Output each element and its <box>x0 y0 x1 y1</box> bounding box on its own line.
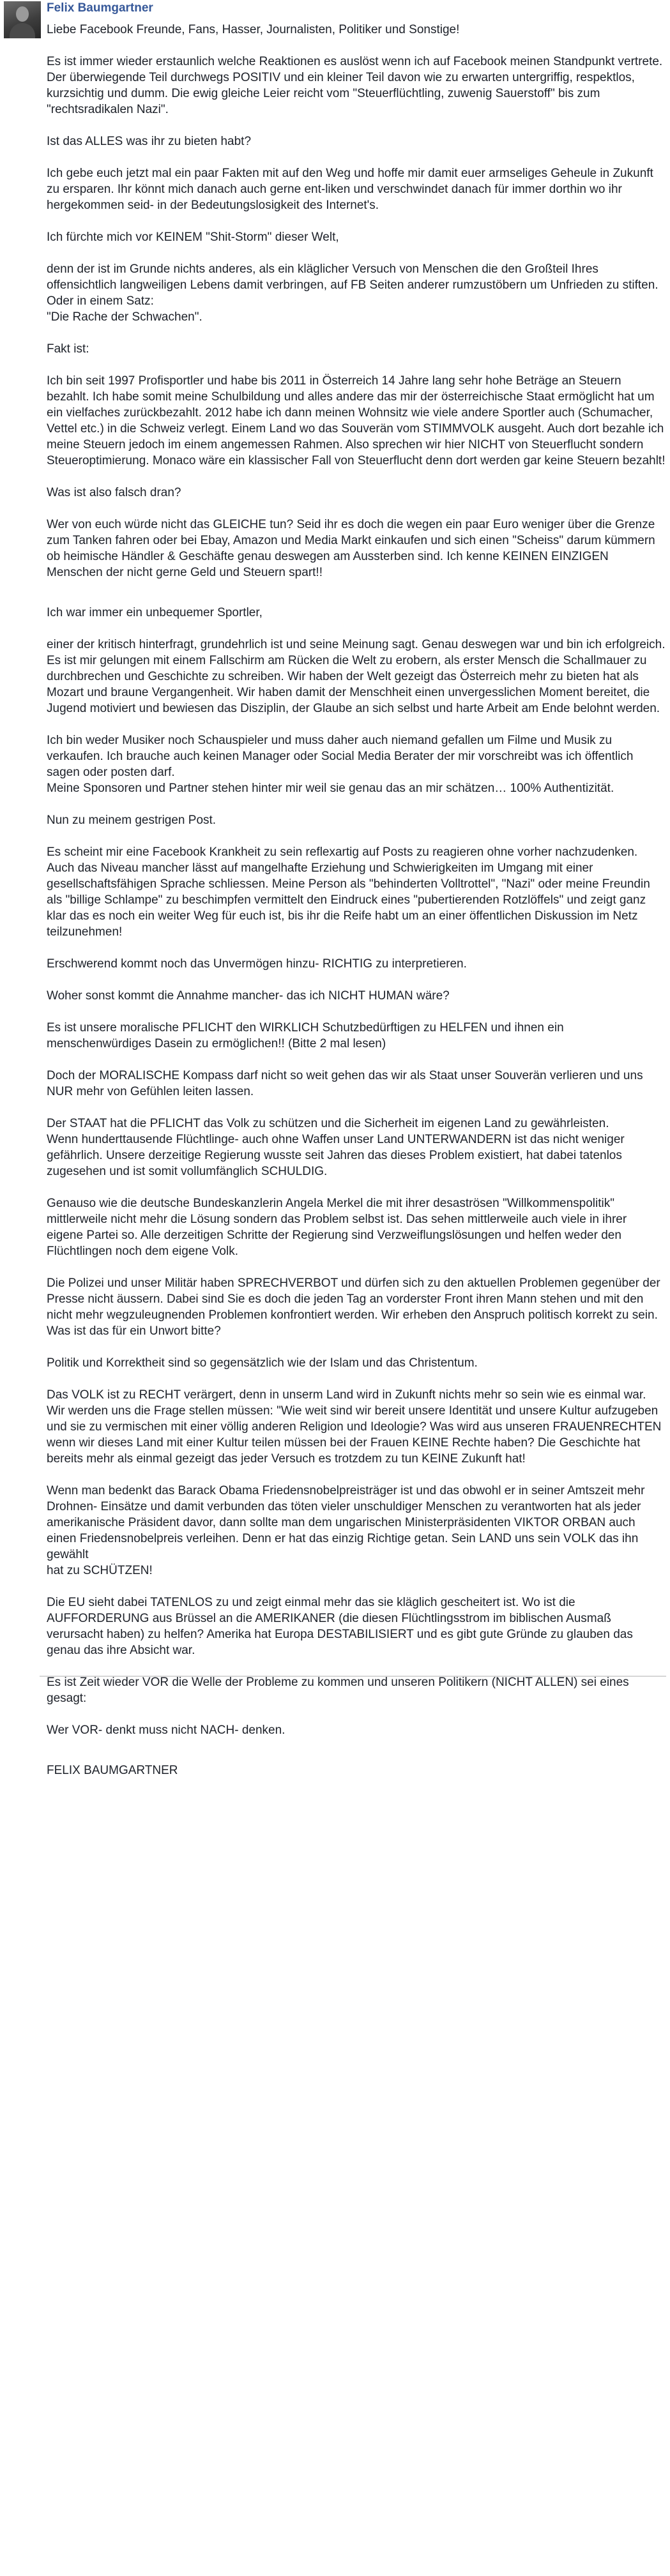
paragraph-success: einer der kritisch hinterfragt, grundehrlich ist und seine Meinung sagt. Genau deswegen war und bin ich erfolgreich. Es ist mir gelungen mit einem Fallschirm am Rücken die Welt zu erobern, als erster Mensch die Schallmauer zu durchbrechen und Geschichte zu schreiben. Wir haben der Welt gezeigt das Österreich mehr zu bieten hat als Mozart und braune Vergangenheit. Wir haben damit der Menschheit einen unvergesslichen Moment bereitet, die Jugend motiviert und bewiesen das Disziplin, der Glaube an sich selbst und harte Arbeit am Ende belohnt werden. <box>47 638 669 715</box>
paragraph-time: Es ist Zeit wieder VOR die Welle der Probleme zu kommen und unseren Politikern (NICHT ALLEN) sei eines gesagt: <box>47 1676 632 1705</box>
paragraph-fakt-label: Fakt ist: <box>47 342 89 356</box>
paragraph-not-human: Woher sonst kommt die Annahme mancher- das ich NICHT HUMAN wäre? <box>47 989 450 1003</box>
paragraph-interpret: Erschwerend kommt noch das Unvermögen hinzu- RICHTIG zu interpretieren. <box>47 957 467 971</box>
paragraph-people-angry: Das VOLK ist zu RECHT verärgert, denn in unserm Land wird in Zukunft nichts mehr so sein wie es einmal war. Wir werden uns die Frage stellen müssen: "Wie weit sind wir bereit unsere Identität und unsere Kultur aufzugeben und sie zu vermischen mit einer völlig anderen Religion und Ideologie? Was wird aus unseren FRAUENRECHTEN wenn wir dieses Land mit einer Kultur teilen müssen bei der Frauen KEINE Rechte haben? Die Geschichte hat bereits mehr als einmal gezeigt das jeder Versuch es trotzdem zu tun KEINE Zukunft hat! <box>47 1388 665 1466</box>
paragraph-moral-duty: Es ist unsere moralische PFLICHT den WIRKLICH Schutzbedürftigen zu HELFEN und ihnen ein menschenwürdiges Dasein zu ermöglichen!! (Bitte 2 mal lesen) <box>47 1021 567 1050</box>
post-body <box>47 22 669 1778</box>
paragraph-state-duty: Der STAAT hat die PFLICHT das Volk zu schützen und die Sicherheit im eigenen Land zu gewährleisten. Wenn hunderttausende Flüchtlinge- auch ohne Waffen unser Land UNTERWANDERN ist das nicht weniger gefährlich. Unsere derzeitige Regierung wusste seit Jahren das dieses Problem existiert, hat dabei tatenlos zugesehen und ist somit vollumfänglich SCHULDIG. <box>47 1117 625 1178</box>
signature: FELIX BAUMGARTNER <box>47 1764 178 1777</box>
paragraph-facebook-disease: Es scheint mir eine Facebook Krankheit zu sein reflexartig auf Posts zu reagieren ohne vorher nachzudenken. Auch das Niveau mancher lässt auf mangelhafte Erziehung und Schwierigkeiten im Umgang mit einer gesellschaftsfähigen Sprache schliessen. Meine Person als "behinderten Volltrottel", "Nazi" oder meine Freundin als "billige Schlampe" zu beschimpfen vermittelt den Eindruck eines "pubertierenden Rotzlöffels" und zeigt ganz klar das es noch ein weiter Weg für euch ist, bis ihr die Reife habt um an einer öffentlichen Diskussion im Netz teilzunehmen! <box>47 845 654 939</box>
avatar-head <box>16 6 29 22</box>
paragraph-police: Die Polizei und unser Militär haben SPRECHVERBOT und dürfen sich zu den aktuellen Problemen gegenüber der Presse nicht äussern. Dabei sind Sie es doch die jeden Tag an vorderster Front ihren Mann stehen und mit den nicht mehr wegzuleugnenden Problemen konfrontiert werden. Wir erheben den Anspruch politisch korrekt zu sein. Was ist das für ein Unwort bitte? <box>47 1277 664 1338</box>
paragraph-merkel: Genauso wie die deutsche Bundeskanzlerin Angela Merkel die mit ihrer desaströsen "Willkommenspolitik" mittlerweile nicht mehr die Lösung sondern das Problem selbst ist. Das sehen mittlerweile auch viele in ihrer eigene Partei so. Alle derzeitigen Schritte der Regierung sind Verzweiflungslösungen und helfen weder den Flüchtlingen noch dem eigene Volk. <box>47 1197 630 1258</box>
paragraph-eu: Die EU sieht dabei TATENLOS zu und zeigt einmal mehr das sie kläglich gescheitert ist. Wo ist die AUFFORDERUNG aus Brüssel an die AMERIKANER (die diesen Flüchtlingsstrom im biblischen Ausmaß verursacht haben) zu helfen? Amerika hat Europa DESTABILISIERT und es gibt gute Gründe zu glauben das genau das ihre Absicht war. <box>47 1596 637 1657</box>
paragraph-slogan: Wer VOR- denkt muss nicht NACH- denken. <box>47 1724 286 1737</box>
avatar-body <box>10 23 35 38</box>
avatar[interactable] <box>4 1 41 38</box>
paragraph-intro: Es ist immer wieder erstaunlich welche Reaktionen es auslöst wenn ich auf Facebook meinen Standpunkt vertrete. Der überwiegende Teil durchwegs POSITIV und ein kleiner Teil davon wie zu erwarten untergriffig, respektlos, kurzsichtig und dumm. Die ewig gleiche Leier reicht vom "Steuerflüchtling, zuwenig Sauerstoff" bis zum "rechtsradikalen Nazi". <box>47 55 666 116</box>
author-name[interactable]: Felix Baumgartner <box>47 1 153 15</box>
paragraph-yesterday-post: Nun zu meinem gestrigen Post. <box>47 814 217 827</box>
paragraph-facts-intro: Ich gebe euch jetzt mal ein paar Fakten mit auf den Weg und hoffe mir damit euer armseliges Geheule in Zukunft zu ersparen. Ihr könnt mich danach auch gerne ent-liken und verschwindet danach für immer dorthin wo ihr hergekommen seid- in der Bedeutungslosigkeit des Internet's. <box>47 167 657 212</box>
paragraph-what-wrong: Was ist also falsch dran? <box>47 486 181 499</box>
paragraph-authenticity: Ich bin weder Musiker noch Schauspieler und muss daher auch niemand gefallen um Filme und Musik zu verkaufen. Ich brauche auch keinen Manager oder Social Media Berater der mir vorschreibt was ich öffentlich sagen oder posten darf. Meine Sponsoren und Partner stehen hinter mir weil sie genau das an mir schätzen… 100% Authentizität. <box>47 734 634 795</box>
divider-line <box>40 1676 666 1677</box>
paragraph-revenge: denn der ist im Grunde nichts anderes, als ein kläglicher Versuch von Menschen die den Großteil Ihres offensichtlich langweiligen Lebens damit verbringen, auf FB Seiten anderer rumzustöbern um Unfrieden zu stiften. Oder in einem Satz: "Die Rache der Schwachen". <box>47 262 659 324</box>
paragraph-politics: Politik und Korrektheit sind so gegensätzlich wie der Islam und das Christentum. <box>47 1356 478 1370</box>
paragraph-obama: Wenn man bedenkt das Barack Obama Friedensnobelpreisträger ist und das obwohl er in seiner Amtszeit mehr Drohnen- Einsätze und damit verbunden das töten vieler unschuldiger Menschen zu verantworten hat als jeder amerikanische Präsident davor, dann sollte man dem ungarischen Ministerpräsidenten VIKTOR ORBAN auch einen Friedensnobelpreis verleihen. Denn er hat das einzig Richtige getan. Sein LAND uns sein VOLK das ihn gewählt hat zu SCHÜTZEN! <box>47 1484 645 1577</box>
paragraph-shitstorm: Ich fürchte mich vor KEINEM "Shit-Storm" dieser Welt, <box>47 231 339 244</box>
paragraph-taxes: Ich bin seit 1997 Profisportler und habe bis 2011 in Österreich 14 Jahre lang sehr hohe Beträge an Steuern bezahlt. Ich habe somit meine Schulbildung und alles andere das mir der österreichische Staat ermöglicht hat um ein vielfaches zurückbezahlt. 2012 habe ich dann meinen Wohnsitz wie viele andere Sportler auch (Schumacher, Vettel etc.) in die Schweiz verlegt. Einem Land wo das Souverän vom STIMMVOLK ausgeht. Auch dort bezahle ich meine Steuern jedoch im einem angemessen Rahmen. Also sprechen wir hier NICHT von Steuerflucht sondern Steueroptimierung. Monaco wäre ein klassischer Fall von Steuerflucht denn dort werden gar keine Steuern bezahlt! <box>47 374 667 467</box>
paragraph-uncomfortable: Ich war immer ein unbequemer Sportler, <box>47 606 263 619</box>
paragraph-question: Ist das ALLES was ihr zu bieten habt? <box>47 135 252 148</box>
paragraph-moral-compass: Doch der MORALISCHE Kompass darf nicht so weit gehen das wir als Staat unser Souverän verlieren und uns NUR mehr von Gefühlen leiten lassen. <box>47 1069 646 1098</box>
paragraph-same-thing: Wer von euch würde nicht das GLEICHE tun? Seid ihr es doch die wegen ein paar Euro weniger über die Grenze zum Tanken fahren oder bei Ebay, Amazon und Media Markt einkaufen und sich einen "Scheiss" darum kümmern ob heimische Händler & Geschäfte genau deswegen am Aussterben sind. Ich kenne KEINEN EINZIGEN Menschen der nicht gerne Geld und Steuern spart!! <box>47 518 659 579</box>
paragraph-greeting: Liebe Facebook Freunde, Fans, Hasser, Journalisten, Politiker und Sonstige! <box>47 23 460 36</box>
